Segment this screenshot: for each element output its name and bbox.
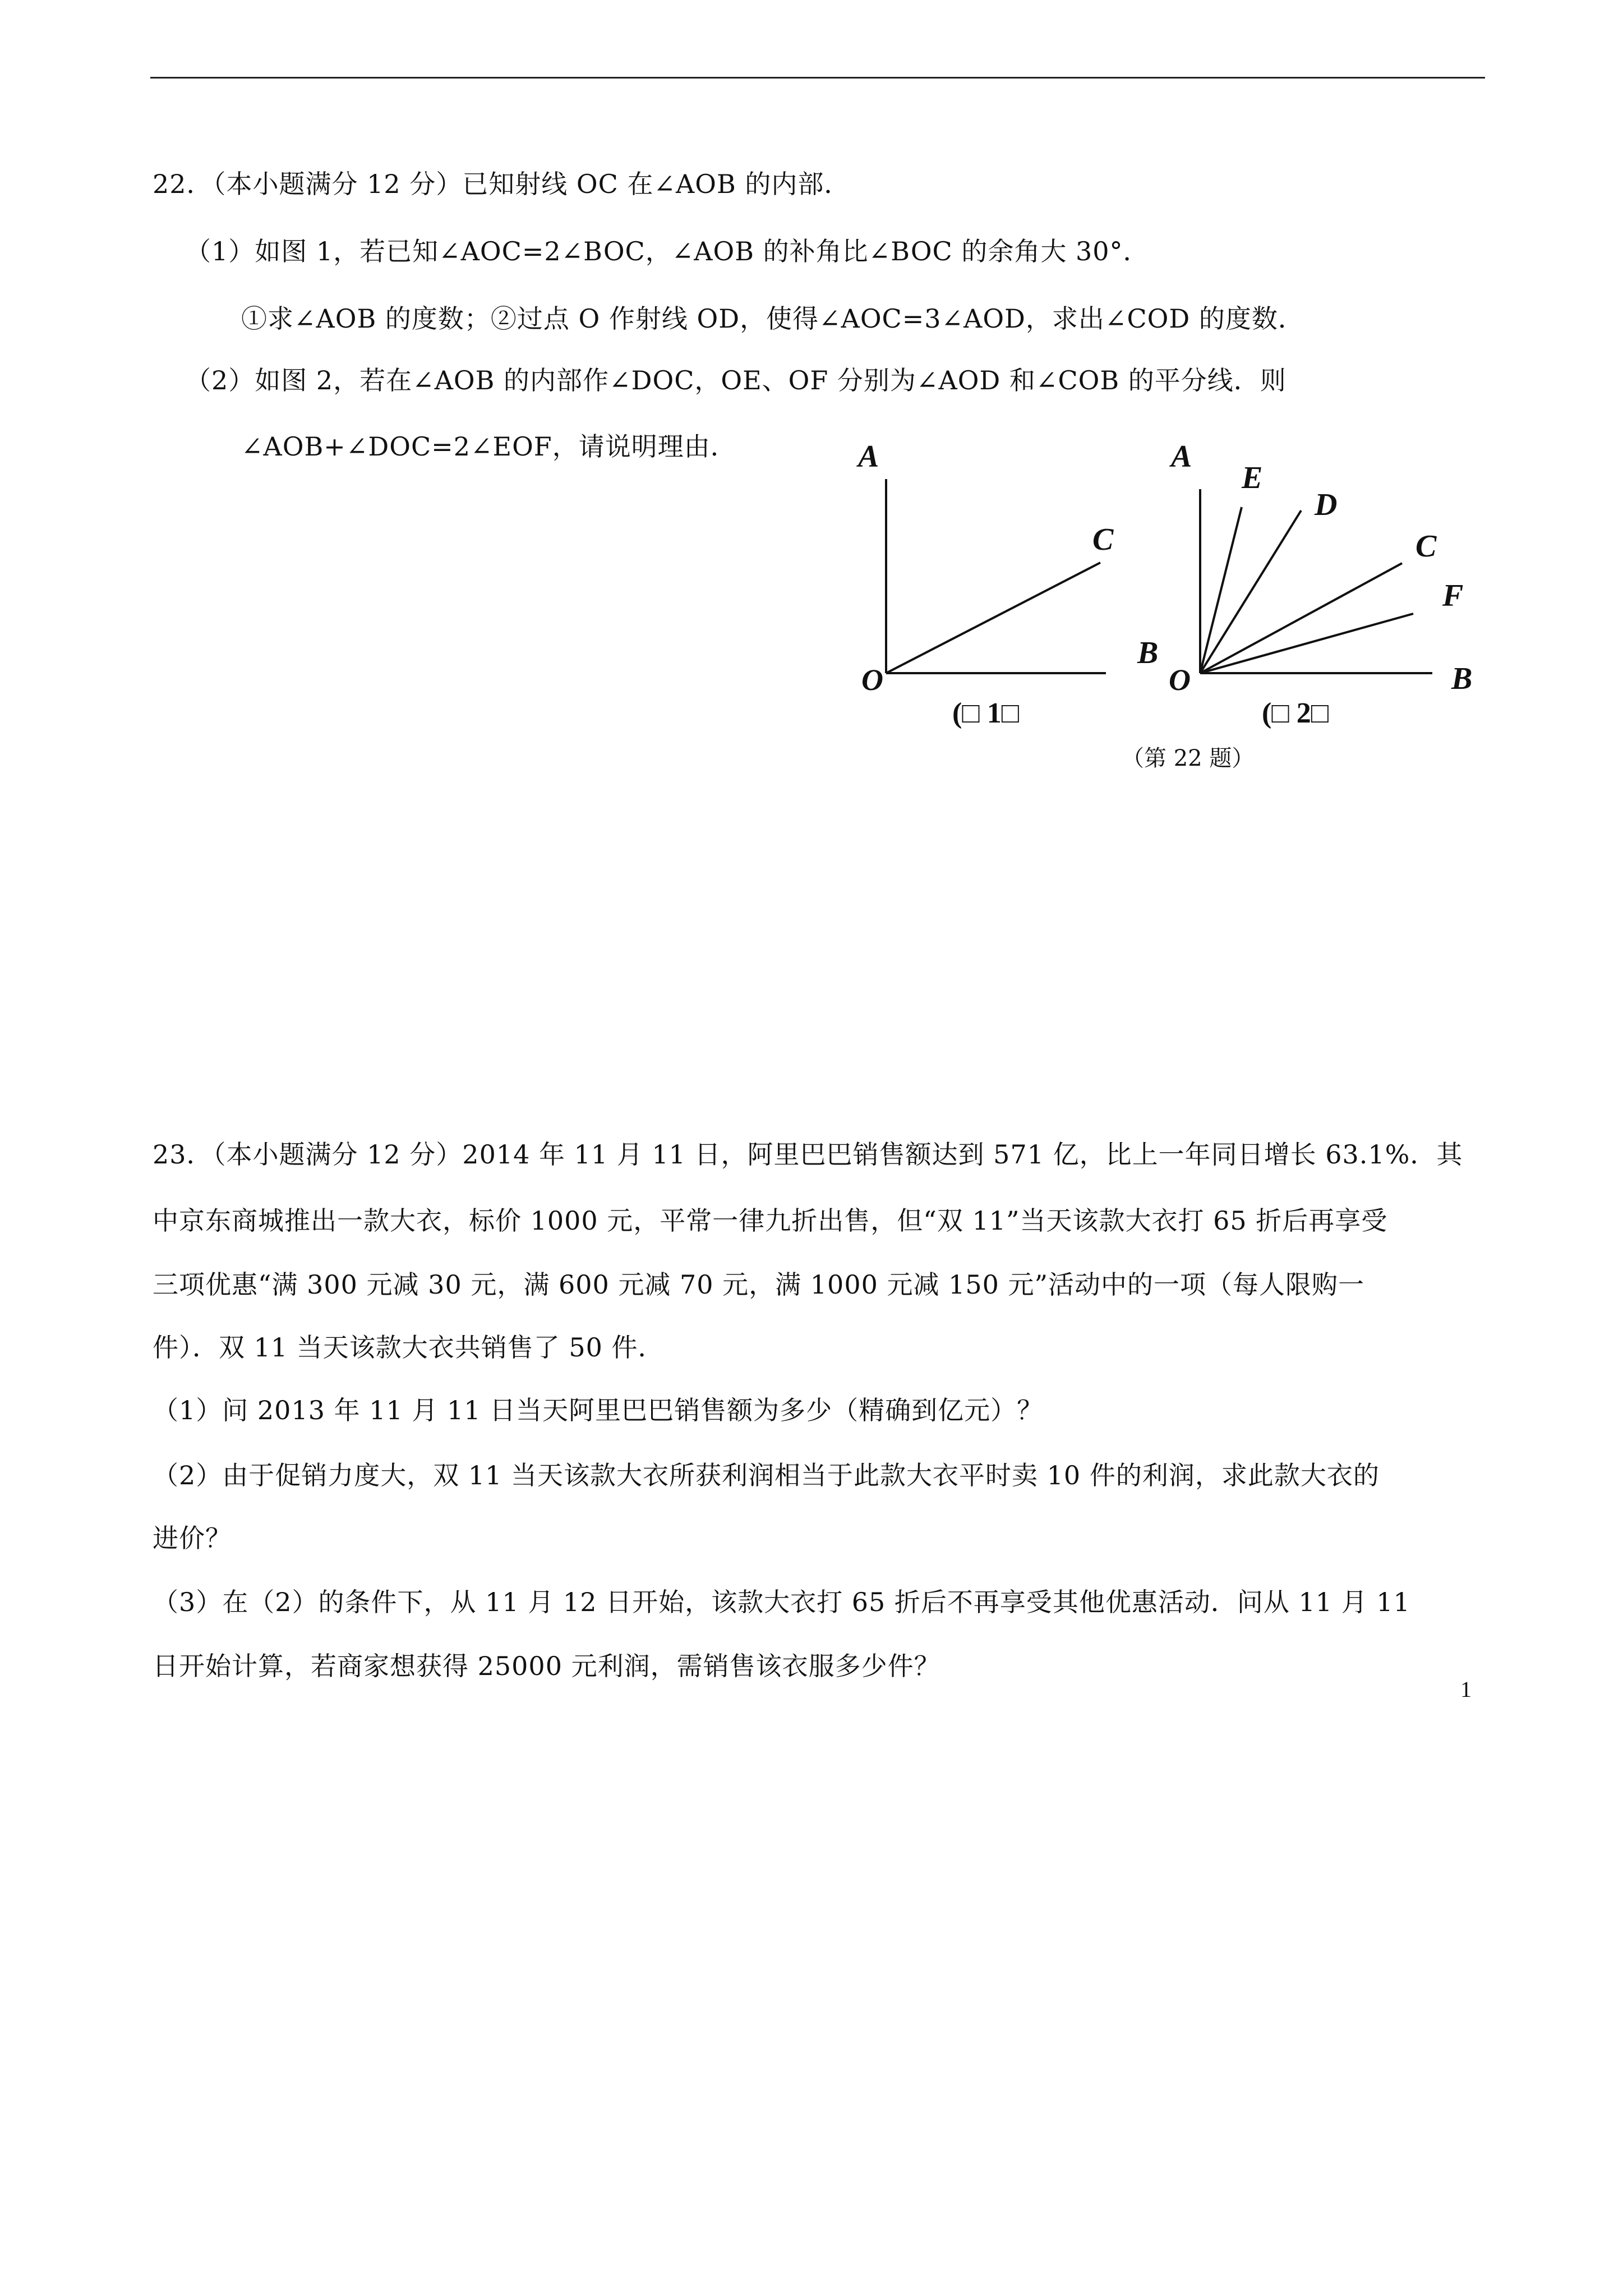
fig2-ray-oe: [1200, 507, 1242, 673]
fig1-caption: (□ 1□: [952, 697, 1020, 729]
q23-line-9: 日开始计算，若商家想获得 25000 元利润，需销售该衣服多少件？: [153, 1651, 940, 1681]
q23-line-5: （1）问 2013 年 11 月 11 日当天阿里巴巴销售额为多少（精确到亿元）？: [153, 1395, 1044, 1425]
q23-line-4: 件）．双 11 当天该款大衣共销售了 50 件．: [153, 1332, 665, 1363]
q22-line-1: 22．（本小题满分 12 分）已知射线 OC 在∠AOB 的内部．: [153, 169, 851, 199]
fig2-label-e: E: [1242, 461, 1263, 495]
page-number: 1: [1460, 1677, 1472, 1702]
q22-line-2: （1）如图 1，若已知∠AOC=2∠BOC，∠AOB 的补角比∠BOC 的余角大 30°．: [185, 236, 1150, 266]
q23-line-2: 中京东商城推出一款大衣，标价 1000 元，平常一律九折出售，但“双 11”当天该款大衣打 65 折后再享受: [153, 1205, 1388, 1236]
fig2-label-b: B: [1451, 661, 1473, 696]
fig2-label-d: D: [1315, 487, 1338, 522]
header-rule: [150, 77, 1485, 79]
fig1-label-a: A: [858, 439, 879, 474]
q23-line-1: 23．（本小题满分 12 分）2014 年 11 月 11 日，阿里巴巴销售额达到 571 亿，比上一年同日增长 63.1%．其: [153, 1139, 1463, 1170]
q22-line-5: ∠AOB+∠DOC=2∠EOF，请说明理由．: [241, 431, 737, 462]
q22-figure: [830, 426, 1514, 785]
fig2-label-c: C: [1415, 529, 1437, 564]
fig2-ray-oc: [1200, 563, 1402, 673]
figure-caption: （第 22 题）: [1122, 746, 1255, 771]
figure-2: [1169, 439, 1472, 729]
q22-line-4: （2）如图 2，若在∠AOB 的内部作∠DOC，OE、OF 分别为∠AOD 和∠COB 的平分线．则: [185, 365, 1287, 395]
figure-1: [856, 439, 1158, 729]
q23-line-8: （3）在（2）的条件下，从 11 月 12 日开始，该款大衣打 65 折后不再享受其他优惠活动．问从 11 月 11: [153, 1587, 1410, 1617]
fig2-label-a: A: [1171, 439, 1192, 474]
fig2-caption: (□ 2□: [1262, 697, 1329, 729]
q23-line-6: （2）由于促销力度大，双 11 当天该款大衣所获利润相当于此款大衣平时卖 10 件的利润，求此款大衣的: [153, 1460, 1380, 1490]
fig2-label-o: O: [1169, 663, 1191, 697]
q22-line-3: ①求∠AOB 的度数；②过点 O 作射线 OD，使得∠AOC=3∠AOD，求出∠COD 的度数．: [241, 303, 1304, 334]
fig1-label-o: O: [861, 663, 883, 697]
q23-line-3: 三项优惠“满 300 元减 30 元，满 600 元减 70 元，满 1000 元减 150 元”活动中的一项（每人限购一: [153, 1269, 1365, 1300]
q23-line-7: 进价？: [153, 1523, 232, 1553]
fig1-label-b: B: [1137, 636, 1159, 670]
geometry-figure: [830, 426, 1514, 785]
fig1-ray-oc: [886, 563, 1100, 673]
fig1-label-c: C: [1092, 522, 1114, 557]
fig2-label-f: F: [1442, 578, 1464, 613]
